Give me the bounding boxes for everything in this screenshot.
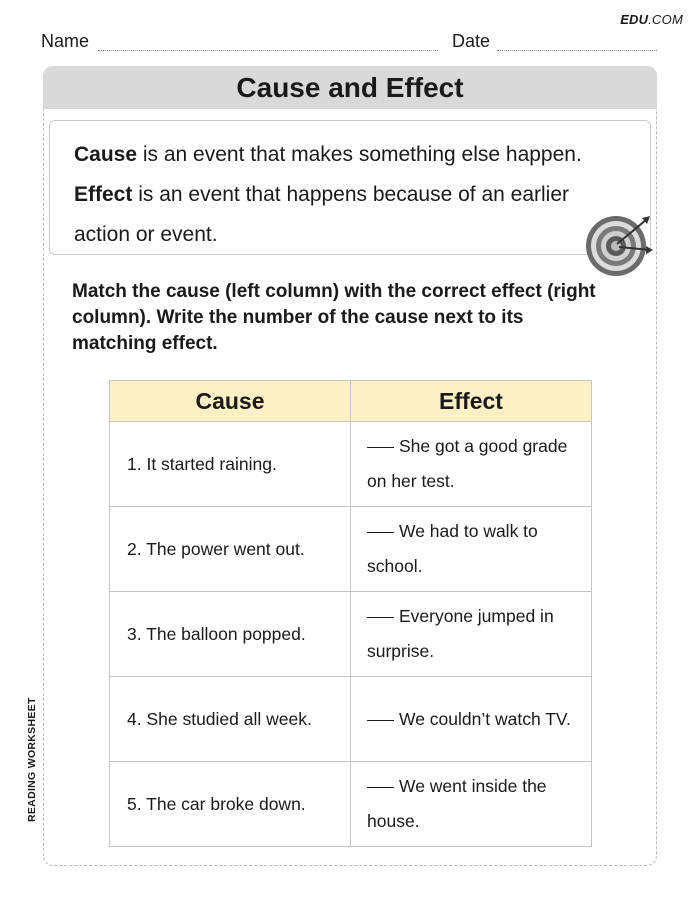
effect-cell: Everyone jumped in surprise. [351,592,592,677]
effect-cell: We couldn’t watch TV. [351,677,592,762]
target-with-arrows-icon [582,210,654,282]
cause-header: Cause [110,381,351,422]
date-line[interactable] [497,50,657,51]
name-label: Name [41,31,90,51]
answer-blank[interactable] [367,720,394,721]
cause-cell: 3. The balloon popped. [110,592,351,677]
cause-cell: 4. She studied all week. [110,677,351,762]
effect-cell: We had to walk to school. [351,507,592,592]
cause-definition: Cause is an event that makes something else happen. [74,143,582,166]
answer-blank[interactable] [367,447,394,448]
answer-blank[interactable] [367,532,394,533]
answer-blank[interactable] [367,787,394,788]
brand-logo: EDU.COM [620,12,683,27]
answer-blank[interactable] [367,617,394,618]
instructions: Match the cause (left column) with the correct effect (right column). Write the number of the cause next to its matching effect. [72,281,596,354]
table-row [110,762,592,847]
definition-box [49,120,651,255]
cause-effect-table [109,380,592,847]
cause-cell: 5. The car broke down. [110,762,351,847]
effect-header: Effect [351,381,592,422]
date-label: Date [452,31,491,51]
table-row [110,592,592,677]
page-title: Cause and Effect [43,66,657,109]
side-label: READING WORKSHEET [26,697,38,822]
table-row [110,507,592,592]
cause-cell: 1. It started raining. [110,422,351,507]
table-row [110,677,592,762]
effect-cell: She got a good grade on her test. [351,422,592,507]
table-header-row [110,381,592,422]
name-line[interactable] [98,50,438,51]
effect-cell: We went inside the house. [351,762,592,847]
table-row [110,422,592,507]
effect-definition: Effect is an event that happens because of an earlier action or event. [74,183,569,246]
cause-cell: 2. The power went out. [110,507,351,592]
